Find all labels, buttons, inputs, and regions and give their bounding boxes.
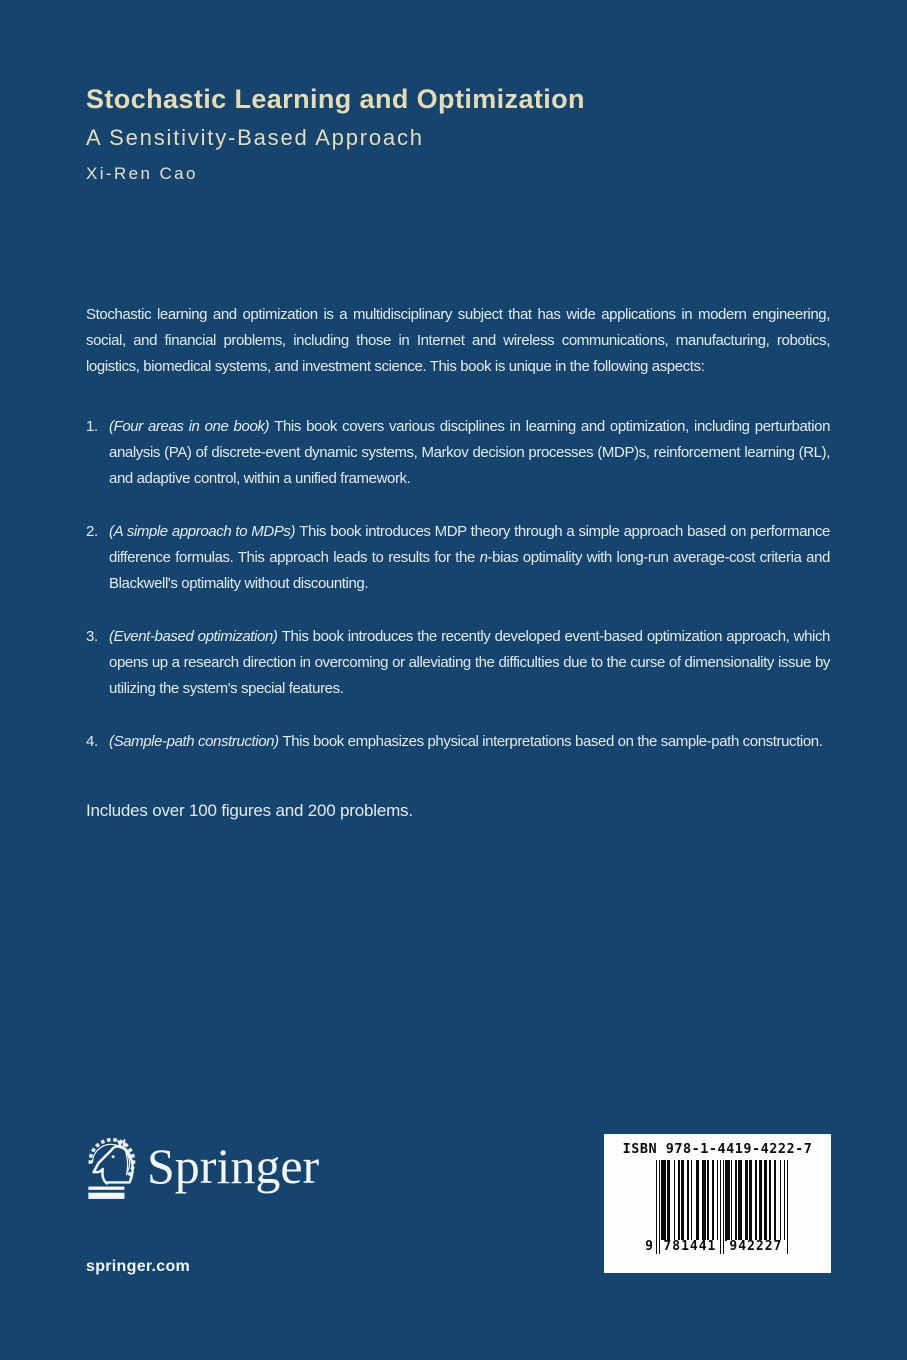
list-item-segment: This book introduces MDP theory through a simple approach based on performance difference formulas. This approach leads to results for the (109, 523, 830, 566)
list-item-text (109, 733, 823, 750)
list-item-italic-segment: (Sample-path construction) (109, 733, 283, 750)
publisher-wordmark: Springer (147, 1138, 320, 1194)
barcode-row (604, 1160, 831, 1254)
springer-logo (84, 1134, 319, 1202)
list-item-segment: This book covers various disciplines in learning and optimization, including perturbation analysis (PA) of discrete-event dynamic systems, Markov decision processes (MDP)s, reinforcement learning (RL), and adaptive control, within a unified framework. (109, 418, 831, 487)
list-item-text (109, 628, 830, 697)
intro-paragraph: Stochastic learning and optimization is a multidisciplinary subject that has wide applications in modern engineering, social, and financial problems, including those in Internet and wireless communications, manufacturing, robotics, logistics, biomedical systems, and investment science. This book is unique in the following aspects: (86, 306, 830, 375)
ean-lead-digit: 9 (645, 1239, 653, 1254)
list-item-italic-segment: (A simple approach to MDPs) (109, 523, 300, 540)
includes-note: Includes over 100 figures and 200 problems. (86, 801, 413, 820)
list-item-segment: -bias optimality with long-run average-cost criteria and Blackwell's optimality without discounting. (109, 549, 830, 592)
list-item-italic-segment: (Event-based optimization) (109, 628, 282, 645)
list-item (86, 519, 830, 597)
isbn-barcode (604, 1134, 831, 1273)
list-item-number: 1. (86, 418, 98, 435)
publisher-website: springer.com (86, 1258, 191, 1275)
list-item (86, 729, 830, 755)
list-item (86, 414, 830, 492)
book-subtitle: A Sensitivity-Based Approach (86, 125, 424, 150)
feature-list (86, 414, 830, 755)
list-item-segment: This book introduces the recently developed event-based optimization approach, which opens up a research direction in overcoming or alleviating the difficulties due to the curse of dimensionality issue by utilizing the system's special features. (109, 628, 830, 697)
book-author: Xi-Ren Cao (86, 164, 198, 183)
list-item-number: 2. (86, 523, 98, 540)
springer-horse-icon (84, 1134, 136, 1202)
list-item-text (109, 523, 830, 592)
list-item-text (109, 418, 830, 487)
barcode-bars (656, 1160, 790, 1254)
blurb-section (86, 302, 830, 821)
masthead (86, 84, 830, 184)
list-item-italic-segment: (Four areas in one book) (109, 418, 275, 435)
list-item-number: 3. (86, 628, 98, 645)
book-title: Stochastic Learning and Optimization (86, 84, 585, 114)
list-item-italic-segment: n (479, 549, 488, 566)
list-item (86, 624, 830, 702)
ean-digit-group-2: 942227 (727, 1240, 785, 1254)
ean-digit-group-1: 781441 (661, 1240, 719, 1254)
list-item-number: 4. (86, 733, 98, 750)
isbn-label: ISBN 978-1-4419-4222-7 (622, 1141, 813, 1157)
barcode-bar (787, 1160, 788, 1254)
list-item-segment: This book emphasizes physical interpretations based on the sample-path construction. (282, 733, 823, 750)
